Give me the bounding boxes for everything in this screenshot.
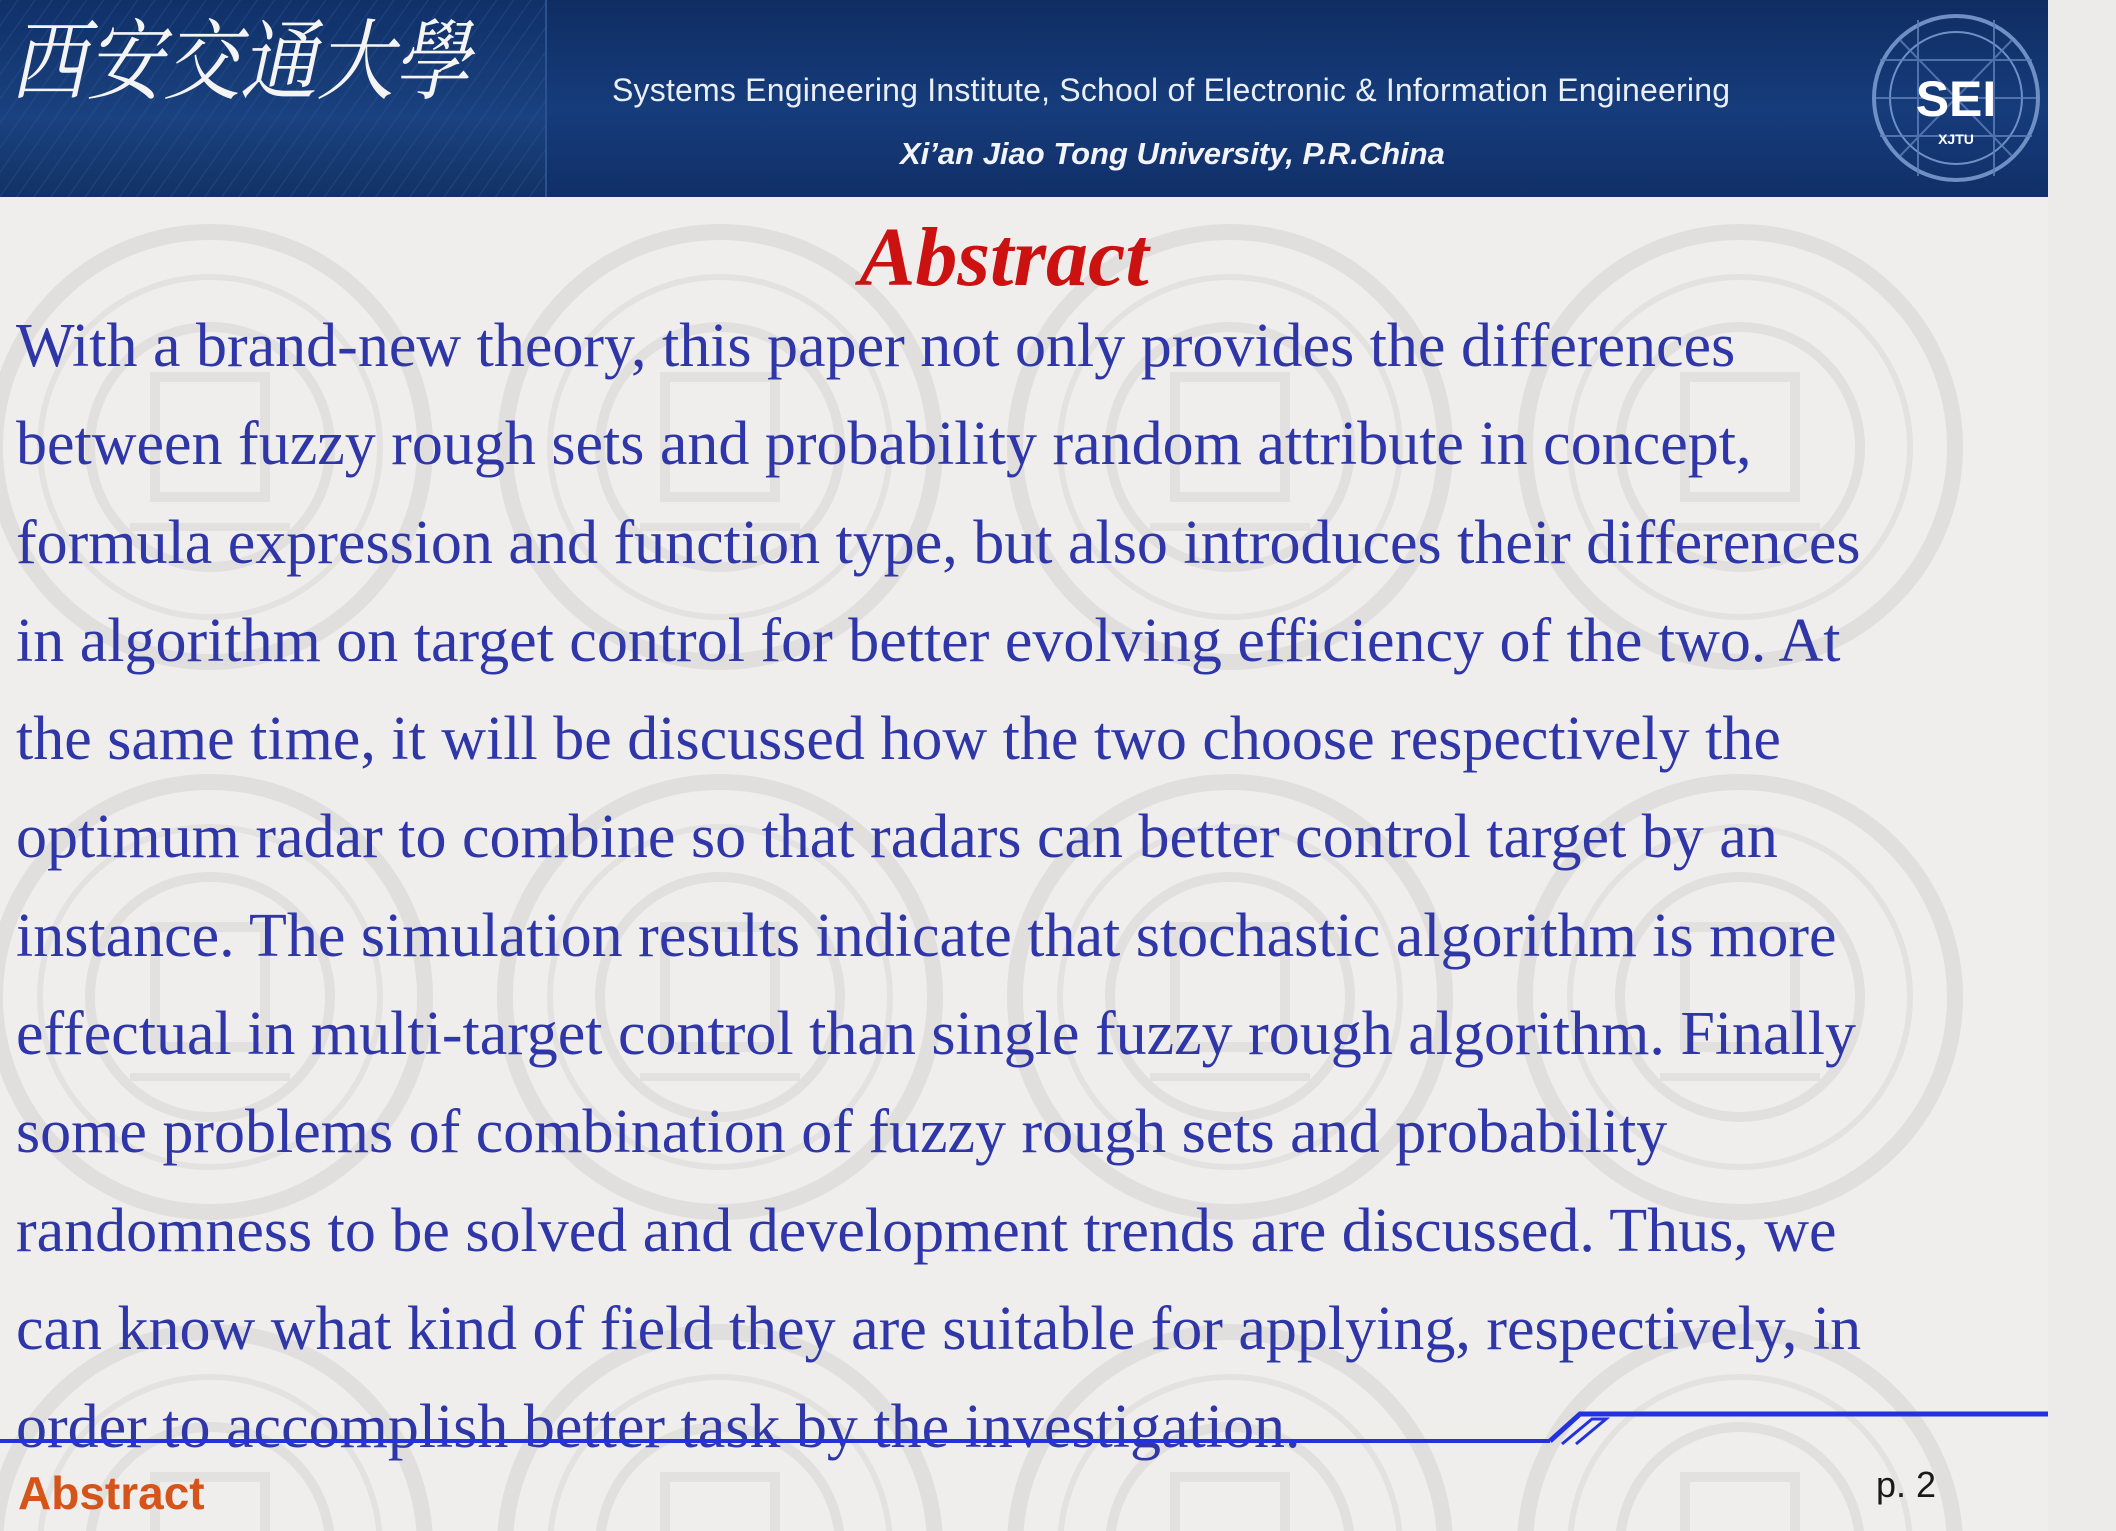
slide-header <box>0 0 2048 197</box>
slide-content <box>0 197 2048 1531</box>
seal-subtext: XJTU <box>1938 131 1974 147</box>
university-logo-text: 西安交通大學 <box>10 10 476 113</box>
institute-line: Systems Engineering Institute, School of Electronic & Information Engineering <box>612 72 1731 108</box>
abstract-line: order to accomplish better task by the investigation. <box>16 1393 1301 1462</box>
abstract-line: can know what kind of field they are suitable for applying, respectively, in <box>16 1294 1862 1363</box>
slide-title: Abstract <box>859 211 1149 304</box>
abstract-line: optimum radar to combine so that radars can better control target by an <box>16 803 1778 872</box>
page-number: p. 2 <box>1876 1464 1937 1505</box>
footer-divider <box>0 1406 2048 1446</box>
university-line: Xi’an Jiao Tong University, P.R.China <box>900 136 1445 171</box>
abstract-line: some problems of combination of fuzzy rough sets and probability <box>16 1098 1668 1167</box>
sei-seal-logo <box>1860 0 2040 197</box>
abstract-line: between fuzzy rough sets and probability random attribute in concept, <box>16 410 1752 479</box>
abstract-line: With a brand-new theory, this paper not only provides the differences <box>16 312 1736 380</box>
abstract-line: instance. The simulation results indicate that stochastic algorithm is more <box>16 901 1837 970</box>
abstract-line: effectual in multi-target control than single fuzzy rough algorithm. Finally <box>16 1000 1857 1069</box>
university-calligraphy-logo <box>0 0 480 120</box>
abstract-line: formula expression and function type, but also introduces their differences <box>16 508 1861 577</box>
abstract-line: the same time, it will be discussed how the two choose respectively the <box>16 705 1781 774</box>
abstract-body <box>16 297 2116 1477</box>
seal-text: SEI <box>1915 71 1997 127</box>
footer-section-label: Abstract <box>18 1467 205 1519</box>
abstract-line: randomness to be solved and development trends are discussed. Thus, we <box>16 1196 1837 1265</box>
university-logo-block <box>0 0 547 197</box>
abstract-line: in algorithm on target control for better evolving efficiency of the two. At <box>16 606 1841 675</box>
